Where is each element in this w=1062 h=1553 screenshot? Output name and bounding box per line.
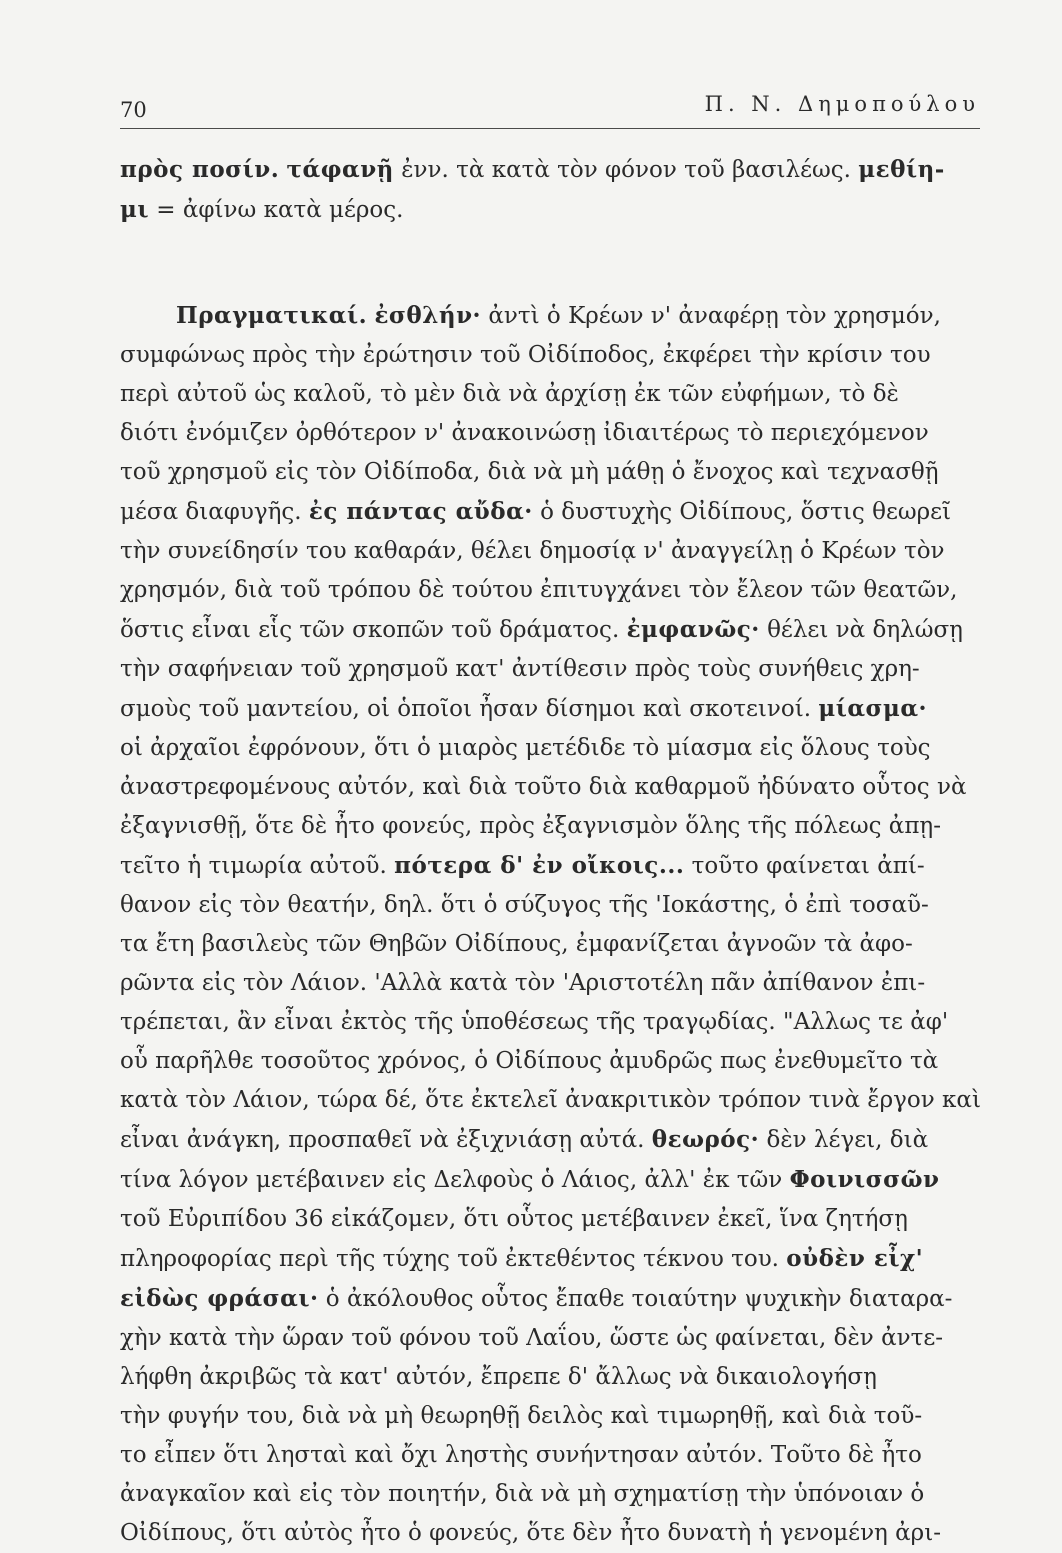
text-chunk: ὅστις εἶναι εἷς τῶν σκοπῶν τοῦ δράματος. bbox=[120, 617, 627, 643]
lemma: ἐς πάντας αὔδα· bbox=[308, 498, 533, 525]
text-chunk: εἶναι ἀνάγκη, προσπαθεῖ νὰ ἐξιχνιάσῃ αὐτά. bbox=[120, 1127, 652, 1153]
text-line bbox=[120, 190, 1002, 230]
running-head: Π. Ν. Δημοπούλου bbox=[704, 92, 980, 116]
text-chunk: ρῶντα εἰς τὸν Λάιον. 'Αλλὰ κατὰ τὸν 'Αριστοτέλη πᾶν ἀπίθανον ἐπι- bbox=[120, 970, 926, 996]
text-chunk: ὁ ἀκόλουθος οὗτος ἔπαθε τοιαύτην ψυχικὴν διαταρα- bbox=[318, 1286, 953, 1312]
text-line bbox=[120, 1397, 1002, 1436]
lemma: ἐσθλήν· bbox=[374, 302, 482, 329]
page-number: 70 bbox=[120, 98, 147, 122]
text-line bbox=[120, 689, 1002, 729]
lemma: μι bbox=[120, 196, 149, 223]
lemma: μεθίη- bbox=[858, 156, 945, 183]
text-chunk: ἀντὶ ὁ Κρέων ν' ἀναφέρῃ τὸν χρησμόν, bbox=[481, 303, 941, 329]
text-line bbox=[120, 296, 1002, 336]
lemma: Φοινισσῶν bbox=[789, 1166, 940, 1193]
text-chunk: τοῦ χρησμοῦ εἰς τὸν Οἰδίποδα, διὰ νὰ μὴ μάθῃ ὁ ἔνοχος καὶ τεχνασθῇ bbox=[120, 459, 939, 485]
text-line bbox=[120, 1319, 1002, 1358]
text-chunk: λήφθη ἀκριβῶς τὰ κατ' αὐτόν, ἔπρεπε δ' ἄλλως νὰ δικαιολογήσῃ bbox=[120, 1364, 877, 1390]
lemma: Πραγματικαί. bbox=[176, 302, 368, 329]
text-line bbox=[120, 1160, 1002, 1200]
text-line bbox=[120, 650, 1002, 689]
text-line bbox=[120, 1239, 1002, 1279]
lemma: ἐμφανῶς· bbox=[626, 616, 760, 643]
lemma: θεωρός· bbox=[651, 1126, 760, 1153]
text-chunk: ὁ δυστυχὴς Οἰδίπους, ὅστις θεωρεῖ bbox=[532, 499, 952, 525]
text-chunk: οὗ παρῆλθε τοσοῦτος χρόνος, ὁ Οἰδίπους ἀμυδρῶς πως ἐνεθυμεῖτο τὰ bbox=[120, 1048, 939, 1074]
page-header bbox=[120, 92, 980, 126]
lemma: τάφανῇ bbox=[286, 156, 394, 183]
text-chunk: Οἰδίπους, ὅτι αὐτὸς ἦτο ὁ φονεύς, ὅτε δὲν ἦτο δυνατὴ ἡ γενομένη ἀρι- bbox=[120, 1520, 941, 1546]
text-line bbox=[120, 1358, 1002, 1397]
text-chunk: = ἀφίνω κατὰ μέρος. bbox=[148, 197, 404, 223]
text-chunk: χρησμόν, διὰ τοῦ τρόπου δὲ τούτου ἐπιτυγχάνει τὸν ἔλεον τῶν θεατῶν, bbox=[120, 577, 958, 603]
text-chunk: κατὰ τὸν Λάιον, τώρα δέ, ὅτε ἐκτελεῖ ἀνακριτικὸν τρόπον τινὰ ἔργον καὶ bbox=[120, 1087, 981, 1113]
text-chunk: ἐνν. τὰ κατὰ τὸν φόνον τοῦ βασιλέως. bbox=[393, 157, 859, 183]
text-chunk: θέλει νὰ δηλώσῃ bbox=[759, 617, 963, 643]
text-chunk: τοῦτο φαίνεται ἀπί- bbox=[684, 853, 925, 879]
text-chunk: τίνα λόγον μετέβαινεν εἰς Δελφοὺς ὁ Λάιος, ἀλλ' ἐκ τῶν bbox=[120, 1167, 790, 1193]
text-line bbox=[120, 532, 1002, 571]
text-line bbox=[120, 610, 1002, 650]
text-line bbox=[120, 375, 1002, 414]
text-line bbox=[120, 1042, 1002, 1081]
text-line bbox=[120, 414, 1002, 453]
lemma: οὐδὲν εἶχ' bbox=[786, 1245, 924, 1272]
text-chunk: τα ἔτη βασιλεὺς τῶν Θηβῶν Οἰδίπους, ἐμφανίζεται ἀγνοῶν τὰ ἀφο- bbox=[120, 931, 913, 957]
text-line bbox=[120, 453, 1002, 492]
text-line bbox=[120, 1200, 1002, 1239]
text-line bbox=[120, 729, 1002, 768]
text-line bbox=[120, 1436, 1002, 1475]
text-line bbox=[120, 336, 1002, 375]
text-line bbox=[120, 925, 1002, 964]
text-line bbox=[120, 1279, 1002, 1319]
text-chunk: ἀναγκαῖον καὶ εἰς τὸν ποιητήν, διὰ νὰ μὴ σχηματίσῃ τὴν ὑπόνοιαν ὁ bbox=[120, 1481, 925, 1507]
text-chunk: δὲν λέγει, διὰ bbox=[759, 1127, 929, 1153]
text-chunk: οἱ ἀρχαῖοι ἐφρόνουν, ὅτι ὁ μιαρὸς μετέδιδε τὸ μίασμα εἰς ὅλους τοὺς bbox=[120, 735, 931, 761]
lemma: εἰδὼς φράσαι· bbox=[120, 1285, 319, 1312]
text-chunk: ἐξαγνισθῇ, ὅτε δὲ ἦτο φονεύς, πρὸς ἐξαγνισμὸν ὅλης τῆς πόλεως ἀπῃ- bbox=[120, 813, 941, 839]
text-chunk: θανον εἰς τὸν θεατήν, δηλ. ὅτι ὁ σύζυγος τῆς 'Ιοκάστης, ὁ ἐπὶ τοσαῦ- bbox=[120, 892, 929, 918]
text-line bbox=[120, 768, 1002, 807]
text-chunk: περὶ αὐτοῦ ὡς καλοῦ, τὸ μὲν διὰ νὰ ἀρχίσῃ ἐκ τῶν εὐφήμων, τὸ δὲ bbox=[120, 381, 899, 407]
text-chunk: τεῖτο ἡ τιμωρία αὐτοῦ. bbox=[120, 853, 395, 879]
text-line bbox=[120, 886, 1002, 925]
text-line bbox=[120, 150, 1002, 190]
text-chunk: τὴν συνείδησίν του καθαράν, θέλει δημοσίᾳ ν' ἀναγγείλῃ ὁ Κρέων τὸν bbox=[120, 538, 945, 564]
text-chunk: πληροφορίας περὶ τῆς τύχης τοῦ ἐκτεθέντος τέκνου του. bbox=[120, 1246, 787, 1272]
text-chunk: τὴν σαφήνειαν τοῦ χρησμοῦ κατ' ἀντίθεσιν πρὸς τοὺς συνήθεις χρη- bbox=[120, 656, 920, 682]
text-line bbox=[120, 1475, 1002, 1514]
text-chunk: τρέπεται, ἂν εἶναι ἐκτὸς τῆς ὑποθέσεως τῆς τραγῳδίας. "Αλλως τε ἀφ' bbox=[120, 1009, 949, 1035]
text-line bbox=[120, 1003, 1002, 1042]
text-chunk: το εἶπεν ὅτι λησταὶ καὶ ὄχι ληστὴς συνήντησαν αὐτόν. Τοῦτο δὲ ἦτο bbox=[120, 1442, 922, 1468]
text-chunk: τοῦ Εὐριπίδου 36 εἰκάζομεν, ὅτι οὗτος μετέβαινεν ἐκεῖ, ἵνα ζητήσῃ bbox=[120, 1206, 908, 1232]
text-chunk: συμφώνως πρὸς τὴν ἐρώτησιν τοῦ Οἰδίποδος, ἐκφέρει τὴν κρίσιν του bbox=[120, 342, 931, 368]
commentary-text bbox=[120, 150, 1002, 1553]
text-chunk: σμοὺς τοῦ μαντείου, οἱ ὁποῖοι ἦσαν δίσημοι καὶ σκοτεινοί. bbox=[120, 696, 819, 722]
text-line bbox=[120, 807, 1002, 846]
paragraph-gap bbox=[120, 230, 1002, 296]
text-chunk: διότι ἐνόμιζεν ὀρθότερον ν' ἀνακοινώσῃ ἰδιαιτέρως τὸ περιεχόμενον bbox=[120, 420, 929, 446]
text-chunk bbox=[279, 157, 286, 183]
text-line bbox=[120, 964, 1002, 1003]
header-rule bbox=[120, 128, 980, 129]
lemma: πότερα δ' ἐν οἴκοις... bbox=[394, 852, 685, 879]
text-line bbox=[120, 1120, 1002, 1160]
text-line bbox=[120, 1514, 1002, 1553]
lemma: πρὸς ποσίν. bbox=[120, 156, 280, 183]
lemma: μίασμα· bbox=[818, 695, 928, 722]
text-line bbox=[120, 846, 1002, 886]
text-chunk: χὴν κατὰ τὴν ὥραν τοῦ φόνου τοῦ Λαΐου, ὥστε ὡς φαίνεται, δὲν ἀντε- bbox=[120, 1325, 944, 1351]
text-chunk: μέσα διαφυγῆς. bbox=[120, 499, 309, 525]
text-chunk: τὴν φυγήν του, διὰ νὰ μὴ θεωρηθῇ δειλὸς καὶ τιμωρηθῇ, καὶ διὰ τοῦ- bbox=[120, 1403, 923, 1429]
text-line bbox=[120, 1081, 1002, 1120]
text-line bbox=[120, 492, 1002, 532]
text-line bbox=[120, 571, 1002, 610]
text-chunk: ἀναστρεφομένους αὐτόν, καὶ διὰ τοῦτο διὰ καθαρμοῦ ἠδύνατο οὗτος νὰ bbox=[120, 774, 967, 800]
